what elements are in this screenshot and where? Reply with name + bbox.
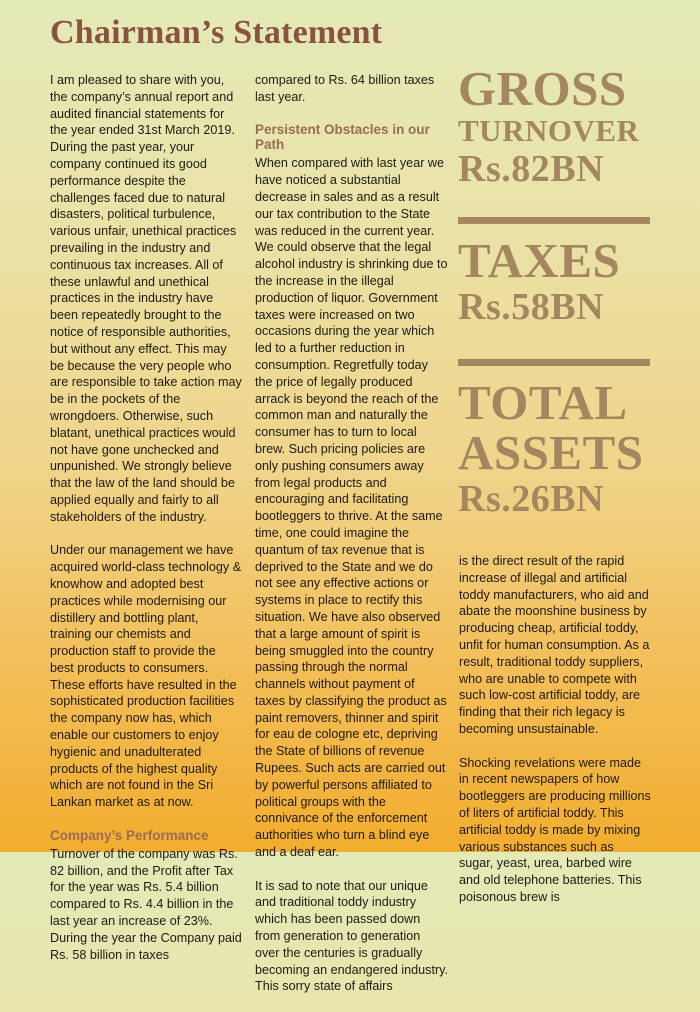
toddy-paragraph: It is sad to note that our unique and traditional toddy industry which has been passed down from generation to generation over the centuries is gradually becoming an endangered industry. This sorry state of affairs	[255, 878, 449, 994]
page-title: Chairman’s Statement	[50, 14, 383, 51]
divider-bar	[458, 359, 650, 366]
divider-bar	[458, 217, 650, 224]
management-paragraph: Under our management we have acquired world-class technology & knowhow and adopted best practices while modernising our distillery and bottling plant, training our chemists and production staff to provide the best products to consumers. These efforts have resulted in the sophisticated production facilities the company now has, which enable our customers to enjoy hygienic and unadulterated products of the highest quality which are not found in the Sri Lankan market as at now.	[50, 543, 242, 810]
performance-paragraph: Turnover of the company was Rs. 82 billion, and the Profit after Tax for the year was Rs. 5.4 billion compared to Rs. 4.4 billion in the last year an increase of 23%. During the year the Company paid Rs. 58 billion in taxes	[50, 846, 242, 962]
revelations-paragraph: Shocking revelations were made in recent newspapers of how bootleggers are producing millions of liters of artificial toddy. This artificial toddy is made by mixing various substances such as sugar, yeast, urea, barbed wire and old telephone batteries. This poisonous brew is	[459, 755, 651, 904]
stat-taxes	[458, 233, 658, 328]
section-heading-obstacles: Persistent Obstacles in our Path	[255, 122, 430, 153]
intro-paragraph: I am pleased to share with you, the company’s annual report and audited financial statements for the year ended 31st March 2019. During the past year, your company continued its good performance despite the challenges faced due to natural disasters, political turbulence, various unfair, unethical practices prevailing in the industry and continuous tax increases. All of these unlawful and unethical practices in the industry have been repeatedly brought to the notice of responsible authorities, but without any effect. This may be because the very people who are responsible to take action may be in the pockets of the wrongdoers. Otherwise, such blatant, unethical practices would not have gone unchecked and unpunished. We strongly believe that the law of the land should be applied equally and fairly to all stakeholders of the industry.	[50, 73, 242, 524]
stat-assets-value: Rs.26BN	[458, 478, 605, 520]
stat-assets-label-1: TOTAL	[458, 375, 628, 430]
section-heading-performance: Company’s Performance	[50, 827, 209, 843]
text-column-3	[459, 553, 651, 923]
stat-gross-label-2: TURNOVER	[458, 113, 640, 148]
stat-total-assets	[458, 375, 658, 520]
stat-taxes-label: TAXES	[458, 233, 621, 288]
obstacles-paragraph: When compared with last year we have noticed a substantial decrease in sales and as a result our tax contribution to the State was reduced in the current year. We could observe that the legal alcohol industry is shrinking due to the increase in the illegal production of liquor. Government taxes were increased on two occasions during the year which led to a further reduction in consumption. Regretfully today the price of legally produced arrack is beyond the reach of the common man and naturally the consumer has to turn to local brew. Such pricing policies are only pushing consumers away from legal products and encouraging and facilitating bootleggers to thrive. At the same time, one could imagine the quantum of tax revenue that is deprived to the State and we do not see any effective actions or systems in place to rectify this situation. We have also observed that a large amount of spirit is being smuggled into the country passing through the normal channels without payment of taxes by classifying the product as paint removers, thinner and spirit for eau de cologne etc, depriving the State of billions of revenue Rupees. Such acts are carried out by powerful persons affiliated to political groups with the connivance of the enforcement authorities who turn a blind eye and a deaf ear.	[255, 156, 448, 860]
text-column-1	[50, 72, 242, 980]
text-column-2	[255, 72, 448, 1012]
stat-taxes-value: Rs.58BN	[458, 286, 605, 328]
artificial-toddy-paragraph: is the direct result of the rapid increase of illegal and artificial toddy manufacturers, who aid and abate the moonshine business by producing cheap, artificial toddy, unfit for human consumption. As a result, traditional toddy suppliers, who are unable to compete with such low-cost artificial toddy, are finding that their rich legacy is becoming unsustainable.	[459, 554, 650, 736]
stat-assets-label-2: ASSETS	[458, 425, 644, 480]
stat-gross-label-1: GROSS	[458, 61, 627, 116]
stat-gross-turnover	[458, 61, 658, 190]
continued-paragraph: compared to Rs. 64 billion taxes last year.	[255, 73, 435, 104]
stat-gross-value: Rs.82BN	[458, 148, 605, 190]
